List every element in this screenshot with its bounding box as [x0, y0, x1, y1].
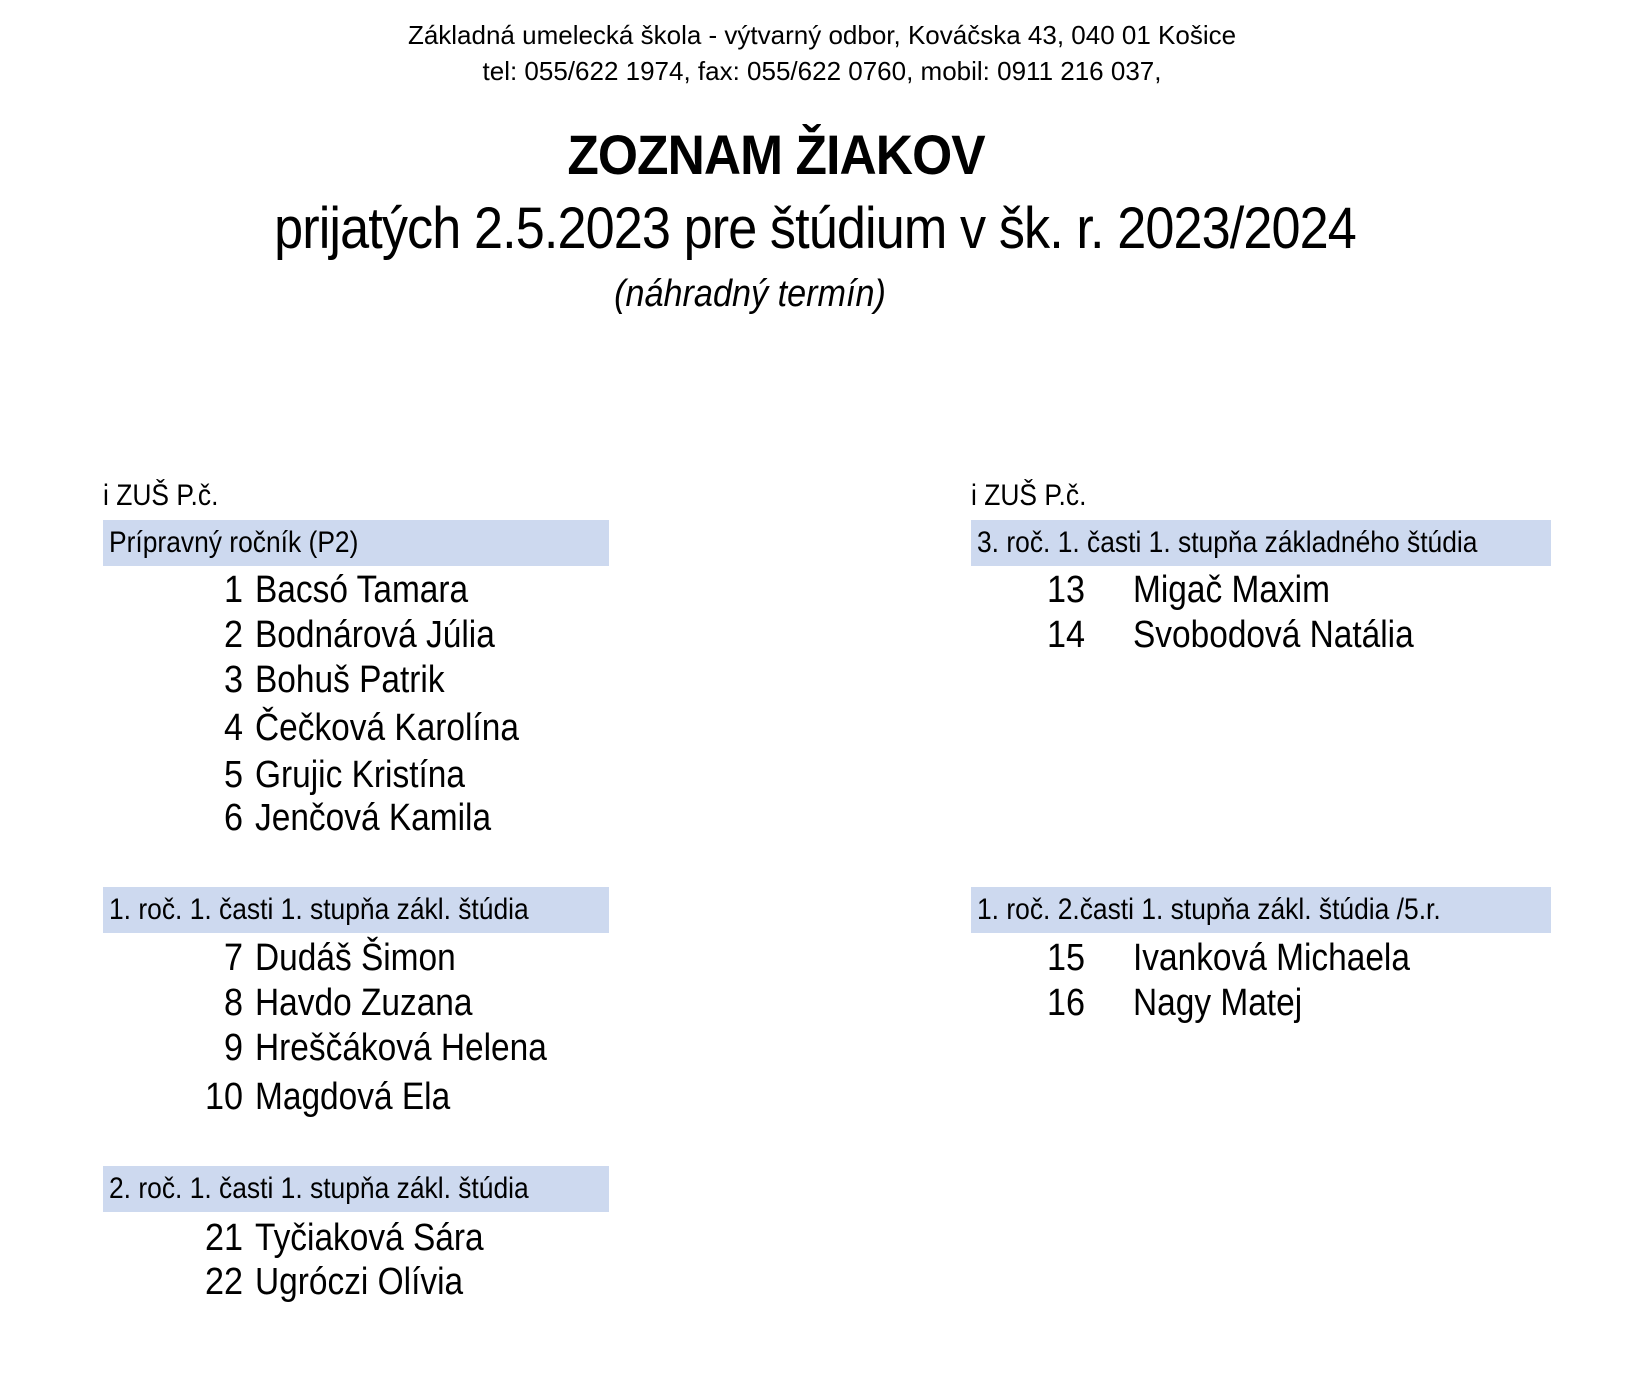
section-header — [103, 520, 609, 566]
section-title: 3. roč. 1. časti 1. stupňa základného štúdia — [977, 526, 1478, 559]
document-subtitle: prijatých 2.5.2023 pre štúdium v šk. r. 2023/2024 — [274, 196, 1356, 261]
student-number: 22 — [204, 1261, 243, 1303]
student-number: 13 — [1046, 569, 1085, 611]
student-name: Dudáš Šimon — [255, 937, 456, 979]
section-title: 2. roč. 1. časti 1. stupňa zákl. štúdia — [109, 1172, 529, 1205]
student-number: 5 — [223, 754, 243, 796]
student-name: Ugróczi Olívia — [255, 1261, 464, 1303]
student-name: Bohuš Patrik — [255, 659, 445, 701]
student-number: 1 — [223, 569, 243, 611]
student-name: Hreščáková Helena — [255, 1027, 547, 1069]
section-title: Prípravný ročník (P2) — [109, 526, 359, 559]
student-name: Jenčová Kamila — [255, 797, 492, 839]
student-name: Magdová Ela — [255, 1076, 451, 1118]
student-number: 6 — [223, 797, 243, 839]
student-number: 10 — [204, 1076, 243, 1118]
section-header — [103, 1166, 609, 1212]
student-name: Svobodová Natália — [1133, 614, 1414, 656]
student-number: 9 — [223, 1027, 243, 1069]
section-header — [103, 887, 609, 933]
student-number: 8 — [223, 982, 243, 1024]
school-contact-line: tel: 055/622 1974, fax: 055/622 0760, mobil: 0911 216 037, — [482, 56, 1162, 86]
student-number: 14 — [1046, 614, 1085, 656]
student-name: Grujic Kristína — [255, 754, 465, 796]
student-number: 4 — [223, 707, 243, 749]
student-name: Bodnárová Júlia — [255, 614, 495, 656]
document-note: (náhradný termín) — [614, 273, 886, 315]
student-number: 2 — [223, 614, 243, 656]
student-name: Tyčiaková Sára — [255, 1217, 484, 1259]
student-number: 7 — [223, 937, 243, 979]
section-title: 1. roč. 1. časti 1. stupňa zákl. štúdia — [109, 893, 529, 926]
student-name: Ivanková Michaela — [1133, 937, 1410, 979]
section-title: 1. roč. 2.časti 1. stupňa zákl. štúdia /5.r. — [977, 893, 1441, 926]
student-name: Nagy Matej — [1133, 982, 1303, 1024]
column-header: i ZUŠ P.č. — [103, 479, 219, 512]
student-number: 16 — [1046, 982, 1085, 1024]
student-number: 15 — [1046, 937, 1085, 979]
student-name: Čečková Karolína — [255, 707, 519, 749]
document-title: ZOZNAM ŽIAKOV — [567, 123, 985, 186]
student-name: Havdo Zuzana — [255, 982, 473, 1024]
student-number: 3 — [223, 659, 243, 701]
student-name: Bacsó Tamara — [255, 569, 469, 611]
section-header — [971, 520, 1551, 566]
section-header — [971, 887, 1551, 933]
column-header: i ZUŠ P.č. — [971, 479, 1087, 512]
student-number: 21 — [204, 1217, 243, 1259]
school-address-line: Základná umelecká škola - výtvarný odbor, Kováčska 43, 040 01 Košice — [407, 20, 1237, 50]
student-name: Migač Maxim — [1133, 569, 1330, 611]
